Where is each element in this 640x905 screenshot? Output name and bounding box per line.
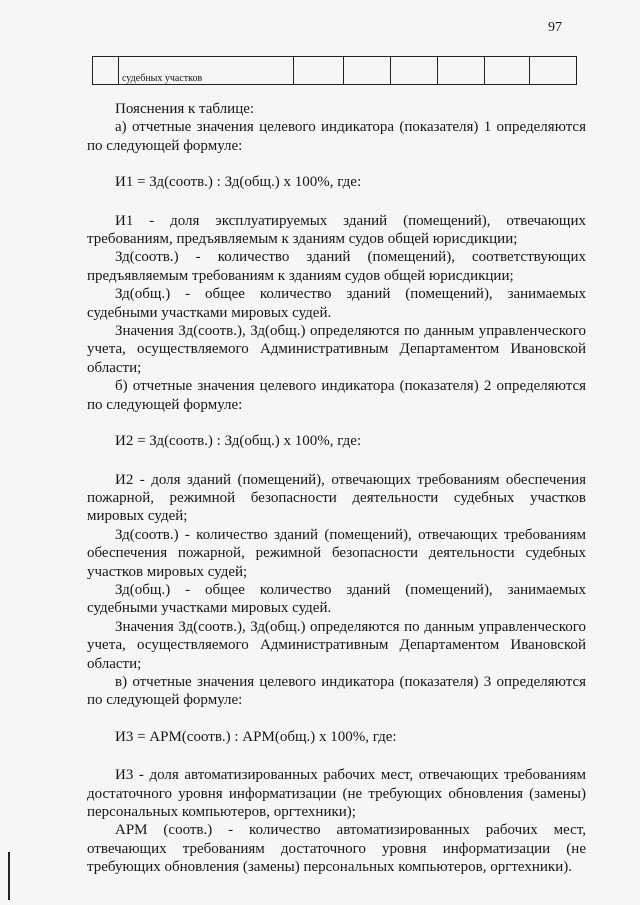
explanations xyxy=(87,100,586,877)
indicator-2-def-compliant: Зд(соотв.) - количество зданий (помещений), отвечающих требованиям обеспечения пожарной, режимной безопасности деятельности судебных участков мировых судей; xyxy=(87,526,586,580)
indicator-2-source: Значения Зд(соотв.), Зд(общ.) определяются по данным управленческого учета, осуществляемого Административным Департаментом Ивановской области; xyxy=(87,618,586,672)
table-cell xyxy=(344,57,391,85)
table-cell-label: судебных участков xyxy=(119,57,294,85)
indicator-1-intro: а) отчетные значения целевого индикатора (показателя) 1 определяются по следующей формуле: xyxy=(87,119,586,154)
indicator-1-formula: И1 = Зд(соотв.) : Зд(общ.) х 100%, где: xyxy=(115,174,362,191)
table-row xyxy=(93,57,577,85)
indicator-3-def-i3: И3 - доля автоматизированных рабочих мест, отвечающих требованиям достаточного уровня информатизации (не требующих обновления (замены) персональных компьютеров, оргтехники); xyxy=(87,767,586,820)
scan-margin-line xyxy=(8,852,10,900)
indicator-2-intro: б) отчетные значения целевого индикатора (показателя) 2 определяются по следующей формуле: xyxy=(87,378,586,413)
indicator-1-def-total: Зд(общ.) - общее количество зданий (помещений), занимаемых судебными участками мировых судей. xyxy=(87,286,586,321)
indicator-1-def-compliant: Зд(соотв.) - количество зданий (помещений), соответствующих предъявляемым требованиям к зданиям судов общей юрисдикции; xyxy=(87,249,586,284)
indicator-1-def-i1: И1 - доля эксплуатируемых зданий (помещений), отвечающих требованиям, предъявляемым к зданиям судов общей юрисдикции; xyxy=(87,212,586,248)
indicator-2-def-i2: И2 - доля зданий (помещений), отвечающих требованиям обеспечения пожарной, режимной безопасности деятельности судебных участков мировых судей; xyxy=(87,471,586,525)
explanations-heading: Пояснения к таблице: xyxy=(115,101,255,117)
indicator-3-formula: И3 = АРМ(соотв.) : АРМ(общ.) х 100%, где: xyxy=(115,728,397,745)
table-cell xyxy=(438,57,485,85)
table-cell xyxy=(485,57,530,85)
table-cell xyxy=(294,57,344,85)
indicator-3-intro: в) отчетные значения целевого индикатора (показателя) 3 определяются по следующей формуле: xyxy=(87,673,586,709)
table-cell xyxy=(530,57,577,85)
table-cell-number xyxy=(93,57,119,85)
indicator-2-def-total: Зд(общ.) - общее количество зданий (помещений), занимаемых судебными участками мировых судей. xyxy=(87,581,586,617)
indicator-3-def-arm: АРМ (соотв.) - количество автоматизированных рабочих мест, отвечающих требованиям достаточного уровня информатизации (не требующих обновления (замены) персональных компьютеров, оргтехники). xyxy=(87,822,586,876)
table-fragment xyxy=(92,56,577,85)
indicator-2-formula: И2 = Зд(соотв.) : Зд(общ.) х 100%, где: xyxy=(115,433,362,450)
table-cell xyxy=(391,57,438,85)
page-number: 97 xyxy=(548,20,562,35)
indicator-1-source: Значения Зд(соотв.), Зд(общ.) определяются по данным управленческого учета, осуществляемого Административным Департаментом Ивановской области; xyxy=(87,323,586,376)
